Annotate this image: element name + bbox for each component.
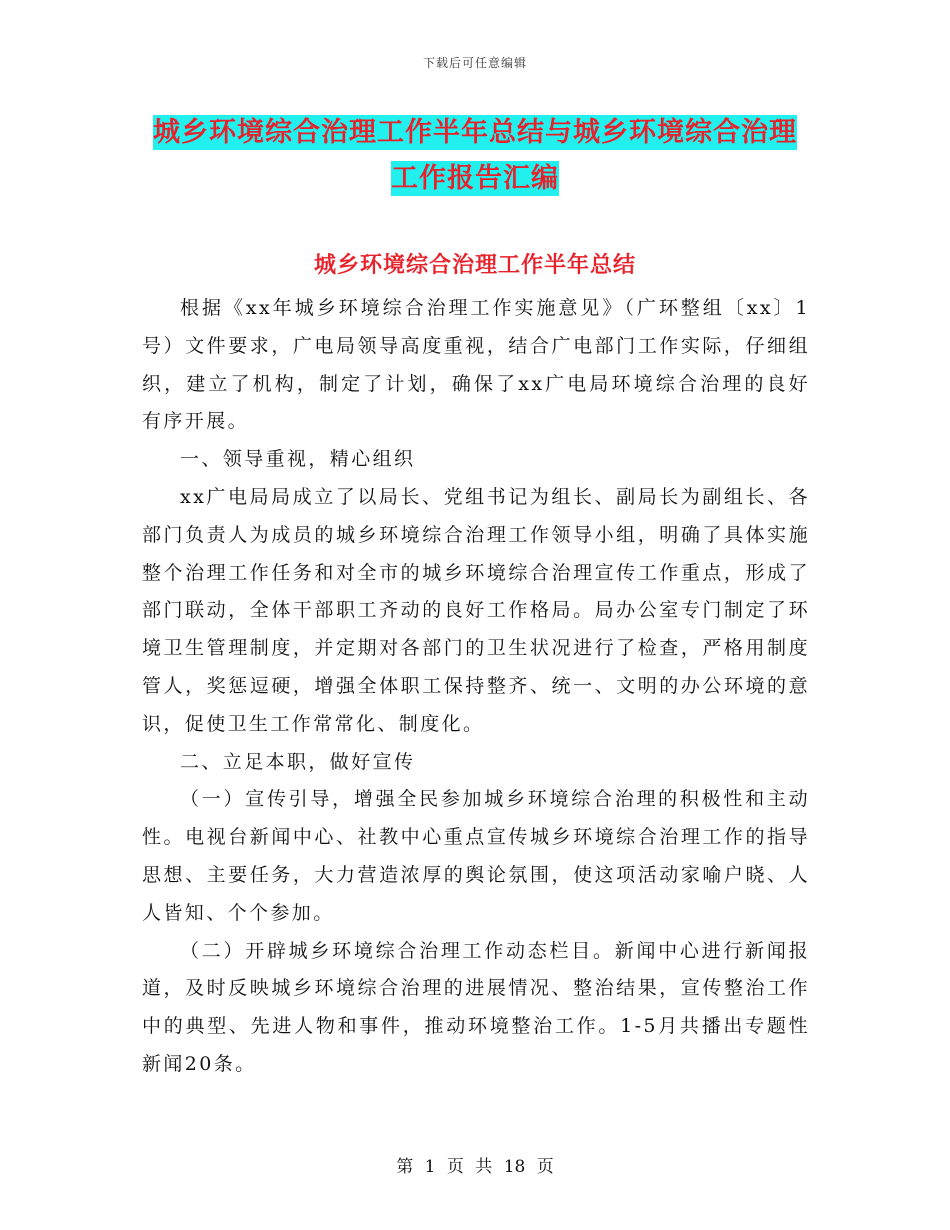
document-body: [142, 290, 810, 1084]
heading-publicity: 二、立足本职，做好宣传: [180, 750, 416, 773]
document-title-line-2-text: 工作报告汇编: [391, 163, 559, 194]
document-title-line-1: [0, 110, 950, 149]
page-number: 第 1 页 共 18 页: [396, 1157, 554, 1177]
section-title: 城乡环境综合治理工作半年总结: [313, 253, 636, 278]
paragraph-intro: 根据《xx年城乡环境综合治理工作实施意见》（广环整组〔xx〕1号）文件要求，广电局领导高度重视，结合广电部门工作实际，仔细组织，建立了机构，制定了计划，确保了xx广电局环境综合治理的良好有序开展。: [142, 297, 810, 433]
paragraph-publicity-1: （一）宣传引导，增强全民参加城乡环境综合治理的积极性和主动性。电视台新闻中心、社教中心重点宣传城乡环境综合治理工作的指导思想、主要任务，大力营造浓厚的舆论氛围，使这项活动家喻户晓、人人皆知、个个参加。: [142, 788, 810, 924]
heading-leadership: 一、领导重视，精心组织: [180, 448, 416, 471]
document-title-line-2: [0, 156, 950, 195]
paragraph-publicity-2: （二）开辟城乡环境综合治理工作动态栏目。新闻中心进行新闻报道，及时反映城乡环境综合治理的进展情况、整治结果，宣传整治工作中的典型、先进人物和事件，推动环境整治工作。1-5月共播出专题性新闻20条。: [142, 939, 810, 1075]
paragraph-leadership: xx广电局局成立了以局长、党组书记为组长、副局长为副组长、各部门负责人为成员的城乡环境综合治理工作领导小组，明确了具体实施整个治理工作任务和对全市的城乡环境综合治理宣传工作重点，形成了部门联动，全体干部职工齐动的良好工作格局。局办公室专门制定了环境卫生管理制度，并定期对各部门的卫生状况进行了检查，严格用制度管人，奖惩逗硬，增强全体职工保持整齐、统一、文明的办公环境的意识，促使卫生工作常常化、制度化。: [142, 485, 810, 735]
header-note: 下载后可任意编辑: [422, 56, 527, 70]
document-title-line-1-text: 城乡环境综合治理工作半年总结与城乡环境综合治理: [153, 117, 797, 148]
